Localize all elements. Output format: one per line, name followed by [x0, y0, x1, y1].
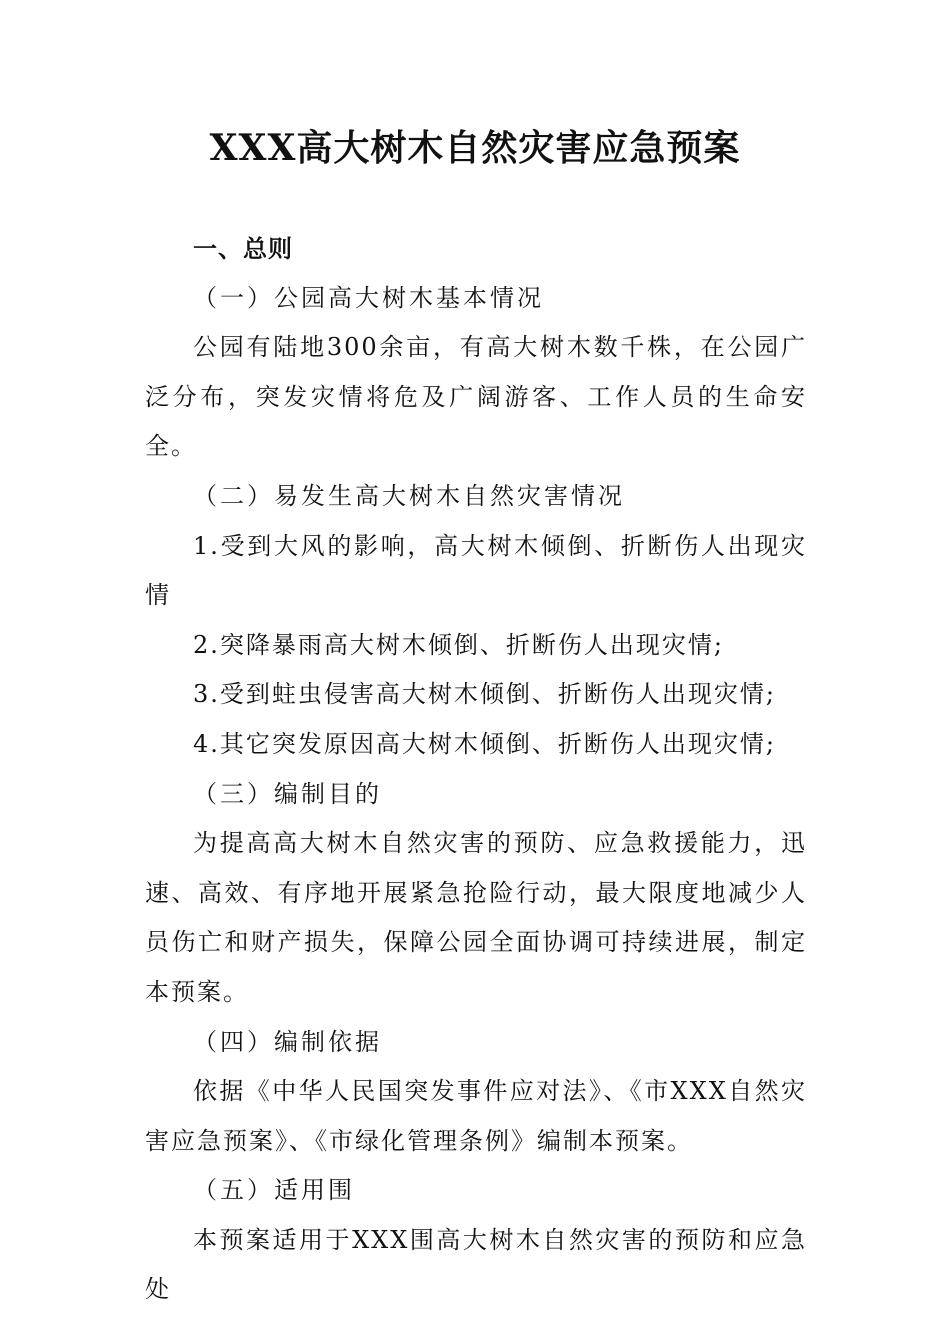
subsection-heading-scope: （五）适用围	[193, 1176, 355, 1205]
subsection-heading-purpose: （三）编制目的	[193, 779, 382, 808]
list-item-pests: 3.受到蛀虫侵害高大树木倾倒、折断伤人出现灾情;	[193, 680, 776, 709]
list-item-other-causes: 4.其它突发原因高大树木倾倒、折断伤人出现灾情;	[193, 729, 776, 758]
paragraph-park-overview: 公园有陆地300余亩，有高大树木数千株，在公园广泛分布，突发灾情将危及广阔游客、工作人员的生命安全。	[145, 333, 807, 461]
list-item-rainstorm: 2.突降暴雨高大树木倾倒、折断伤人出现灾情;	[193, 630, 724, 659]
subsection-heading-basis: （四）编制依据	[193, 1027, 382, 1056]
section-heading-general: 一、总则	[193, 234, 293, 263]
subsection-heading-basic-situation: （一）公园高大树木基本情况	[193, 283, 544, 312]
subsection-heading-disaster-situations: （二）易发生高大树木自然灾害情况	[193, 481, 625, 510]
document-title: XXX高大树木自然灾害应急预案	[209, 127, 741, 169]
document-body	[145, 224, 807, 1315]
paragraph-basis: 依据《中华人民国突发事件应对法》、《市XXX自然灾害应急预案》、《市绿化管理条例》编制本预案。	[145, 1077, 807, 1155]
list-item-wind: 1.受到大风的影响，高大树木倾倒、折断伤人出现灾情	[145, 531, 807, 610]
paragraph-scope: 本预案适用于XXX围高大树木自然灾害的预防和应急处	[145, 1225, 807, 1304]
paragraph-purpose: 为提高高大树木自然灾害的预防、应急救援能力，迅速、高效、有序地开展紧急抢险行动，最大限度地减少人员伤亡和财产损失，保障公园全面协调可持续进展，制定本预案。	[145, 829, 807, 1006]
